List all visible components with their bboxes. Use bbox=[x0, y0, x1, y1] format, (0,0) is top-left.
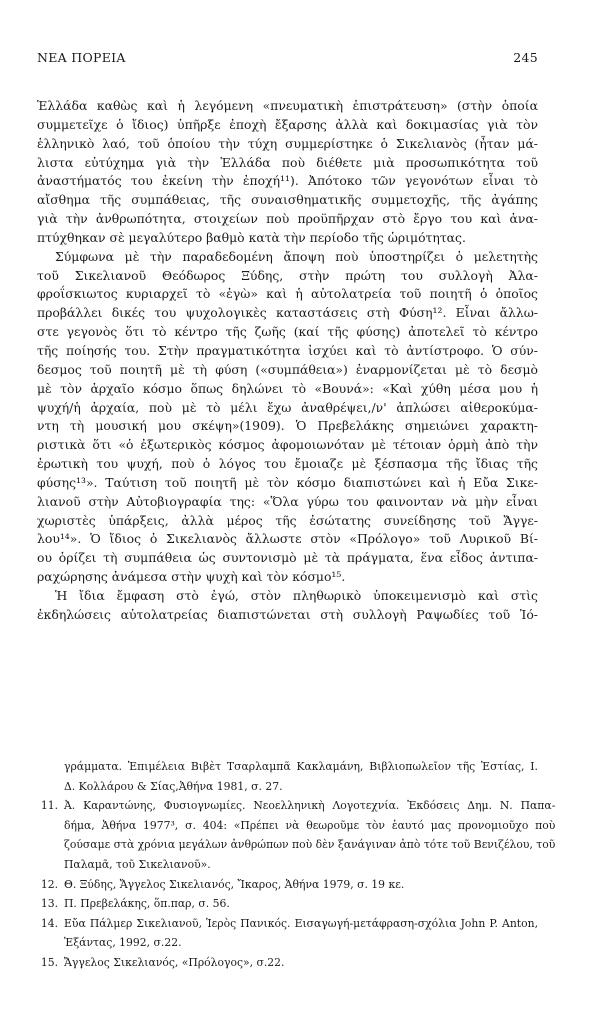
footnote-line: ζούσαμε στὰ χρόνια μεγάλων ἀνθρώπων ποὺ δὲν ξανάγιναν ἀπὸ τότε τοῦ Βενιζέλου, τοῦ bbox=[64, 838, 556, 852]
body-line: τοῦ Σικελιανοῦ Θεόδωρος Ξύδης, στὴν πρώτη του συλλογὴ Ἀλα- bbox=[37, 267, 538, 283]
body-line: αἴσθημα τῆς συμπάθειας, τῆς συναισθηματικῆς συμμετοχῆς, τῆς ἀγάπης bbox=[37, 192, 538, 208]
footnote-text bbox=[64, 953, 538, 973]
footnote-line: Π. Πρεβελάκης, ὅπ.παρ, σ. 56. bbox=[64, 897, 230, 911]
body-line: ἐρωτικὴ του ψυχή, ποὺ ὁ λόγος του ἔμοιαζε μὲ ξέσπασμα τῆς ἴδιας τῆς bbox=[37, 456, 538, 472]
footnote-14 bbox=[37, 914, 538, 953]
journal-title: ΝΕΑ ΠΟΡΕΙΑ bbox=[37, 50, 126, 65]
body-line: συμμετεῖχε ὁ ἴδιος) ὑπῆρξε ἐποχὴ ἔξαρσης ἀλλὰ καὶ δοκιμασίας γιὰ τὸν bbox=[37, 116, 538, 132]
body-line: δεσμος τοῦ ποιητῆ μὲ τὴ φύση («συμπάθεια») ἐναρμονίζεται μὲ τὸ δεσμὸ bbox=[37, 361, 538, 377]
footnote-line: δήμα, Ἀθήνα 1977³, σ. 404: «Πρέπει νὰ θεωροῦμε τὸν ἑαυτό μας προνομιοῦχο ποὺ bbox=[64, 818, 556, 832]
body-text bbox=[37, 97, 538, 625]
body-line: χωριστὲς ὑπάρξεις, ἀλλὰ μέρος τῆς ἐσώτατης συνείδησης τοῦ Ἄγγε- bbox=[37, 512, 538, 528]
body-line: λιανοῦ στὴν Αὐτοβιογραφία της: «Ὅλα γύρω του φαινονταν νὰ μὴν εἶναι bbox=[37, 493, 538, 509]
body-line: ἐκδηλώσεις αὐτολατρείας διαπιστώνεται στὴ συλλογὴ Ραψωδίες τοῦ Ἰό- bbox=[37, 606, 538, 622]
body-line: γιὰ τὴν ἀνθρωπότητα, στοιχείων ποὺ προϋπῆρχαν στὸ ἔργο του καὶ ἀνα- bbox=[37, 211, 538, 227]
body-line: πτύχθηκαν σὲ μεγαλύτερο βαθμὸ κατὰ τὴν περίοδο τῆς ὡριμότητας. bbox=[37, 229, 466, 245]
footnote-number: 14. bbox=[40, 916, 58, 930]
footnote-12 bbox=[37, 875, 538, 895]
footnotes bbox=[37, 757, 556, 973]
footnote-number: 11. bbox=[40, 799, 58, 813]
footnote-line: Ἄγγελος Σικελιανός, «Πρόλογος», σ.22. bbox=[64, 955, 285, 969]
footnote-11 bbox=[37, 796, 556, 874]
body-line: ριστικὰ ὅτι «ὁ ἐξωτερικὸς κόσμος ἀφομοιωνόταν μὲ τέτοιαν ὁρμὴ ἀπὸ τὴν bbox=[37, 437, 538, 453]
body-line: ου ὁρίζει τὴ συμπάθεια ὡς συντονισμὸ μὲ τὰ πράγματα, ἕνα εἶδος ἀντιπα- bbox=[37, 550, 538, 566]
body-line: ἑλληνικὸ λαό, τοῦ ὁποίου τὴν τύχη συμμερίστηκε ὁ Σικελιανὸς (ἦταν μά- bbox=[37, 135, 538, 151]
running-header bbox=[37, 50, 538, 65]
footnote-continuation bbox=[37, 757, 538, 796]
body-line: ραχώρησης ἀνάμεσα στὴν ψυχὴ καὶ τὸν κόσμο¹⁵. bbox=[37, 569, 346, 585]
body-line: στε γεγονὸς ὅτι τὸ κέντρο τῆς ζωῆς (καί τῆς φύσης) ἀποτελεῖ τὸ κέντρο bbox=[37, 324, 538, 340]
body-line: Ἑλλάδα καθὼς καὶ ἡ λεγόμενη «πνευματικὴ ἐπιστράτευση» (στὴν ὁποία bbox=[37, 98, 538, 113]
page-number: 245 bbox=[513, 50, 538, 65]
body-line: ντη τὴ μουσική μου σκέψη»(1909). Ὁ Πρεβελάκης σημειώνει χαρακτη- bbox=[37, 418, 538, 434]
footnote-line: Εὔα Πάλμερ Σικελιανοῦ, Ἱερὸς Πανικός. Εισαγωγή-μετάφραση-σχόλια John P. Anton, bbox=[64, 916, 538, 930]
footnote-15 bbox=[37, 953, 538, 973]
footnote-line: Ἐξάντας, 1992, σ.22. bbox=[64, 936, 182, 950]
footnote-number: 15. bbox=[40, 955, 58, 969]
footnote-line: Ἀ. Καραντώνης, Φυσιογνωμίες. Νεοελληνικὴ Λογοτεχνία. Ἐκδόσεις Δημ. Ν. Παπα- bbox=[64, 799, 556, 813]
body-line: Ἡ ἴδια ἔμφαση στὸ ἐγώ, στὸν πληθωρικὸ ὑποκειμενισμὸ καὶ στὶς bbox=[55, 587, 538, 603]
body-line: λιστα εὐτύχημα γιὰ τὴν Ἑλλάδα ποὺ διέθετε μιὰ προσωπικότητα τοῦ bbox=[37, 154, 538, 170]
body-line: λου¹⁴». Ὁ ἴδιος ὁ Σικελιανὸς ἄλλωστε στὸν «Πρόλογο» τοῦ Λυρικοῦ Βί- bbox=[37, 531, 538, 547]
body-line: τῆς ποίησής του. Στὴν πραγματικότητα ἰσχύει καὶ τὸ ἀντίστροφο. Ὁ σύν- bbox=[37, 342, 538, 358]
footnote-line: Θ. Ξύδης, Ἄγγελος Σικελιανός, Ἴκαρος, Ἀθήνα 1979, σ. 19 κε. bbox=[64, 877, 405, 891]
footnote-text bbox=[64, 894, 538, 914]
body-line: φύσης¹³». Ταύτιση τοῦ ποιητῆ μὲ τὸν κόσμο διαπιστώνει καὶ ἡ Εὔα Σικε- bbox=[37, 474, 538, 490]
body-line: ψυχή/ἡ ἀρχαία, ποὺ μὲ τὸ μέλι ἔχω ἀναθρέψει,/ν' ἁπλώσει αἰθεροκύμα- bbox=[37, 399, 538, 415]
body-line: μὲ τὸν ἀρχαῖο κόσμο ὅπως δηλώνει τὸ «Βουνά»: «Καὶ χύθη μέσα μου ἡ bbox=[37, 380, 538, 396]
body-line: φροΐσκιωτος κυριαρχεῖ τὸ «ἐγὼ» καὶ ἡ αὐτολατρεία τοῦ ποιητῆ ὁ ὁποῖος bbox=[37, 286, 538, 302]
footnote-13 bbox=[37, 894, 538, 914]
footnote-line: γράμματα. Ἐπιμέλεια Βιβὲτ Τσαρλαμπᾶ Κακλαμάνη, Βιβλιοπωλεῖον τῆς Ἑστίας, Ι. bbox=[64, 760, 538, 773]
footnote-line: Δ. Κολλάρου & Σίας,Ἀθήνα 1981, σ. 27. bbox=[64, 779, 283, 793]
footnote-number: 12. bbox=[40, 877, 58, 891]
body-line: ἀναστήματός του ἐκείνη τὴν ἐποχή¹¹). Ἀπότοκο τῶν γεγονότων εἶναι τὸ bbox=[37, 173, 538, 189]
body-line: προβάλλει δικές του ψυχολογικὲς καταστάσεις στὴ Φύση¹². Εἶναι ἄλλω- bbox=[37, 305, 538, 321]
footnote-line: Παλαμᾶ, τοῦ Σικελιανοῦ». bbox=[64, 857, 211, 871]
footnote-text bbox=[64, 875, 538, 895]
body-line: Σύμφωνα μὲ τὴν παραδεδομένη ἄποψη ποὺ ὑποστηρίζει ὁ μελετητὴς bbox=[55, 248, 538, 264]
footnote-text bbox=[64, 914, 538, 953]
footnote-text bbox=[64, 796, 555, 874]
footnote-number: 13. bbox=[40, 897, 58, 911]
